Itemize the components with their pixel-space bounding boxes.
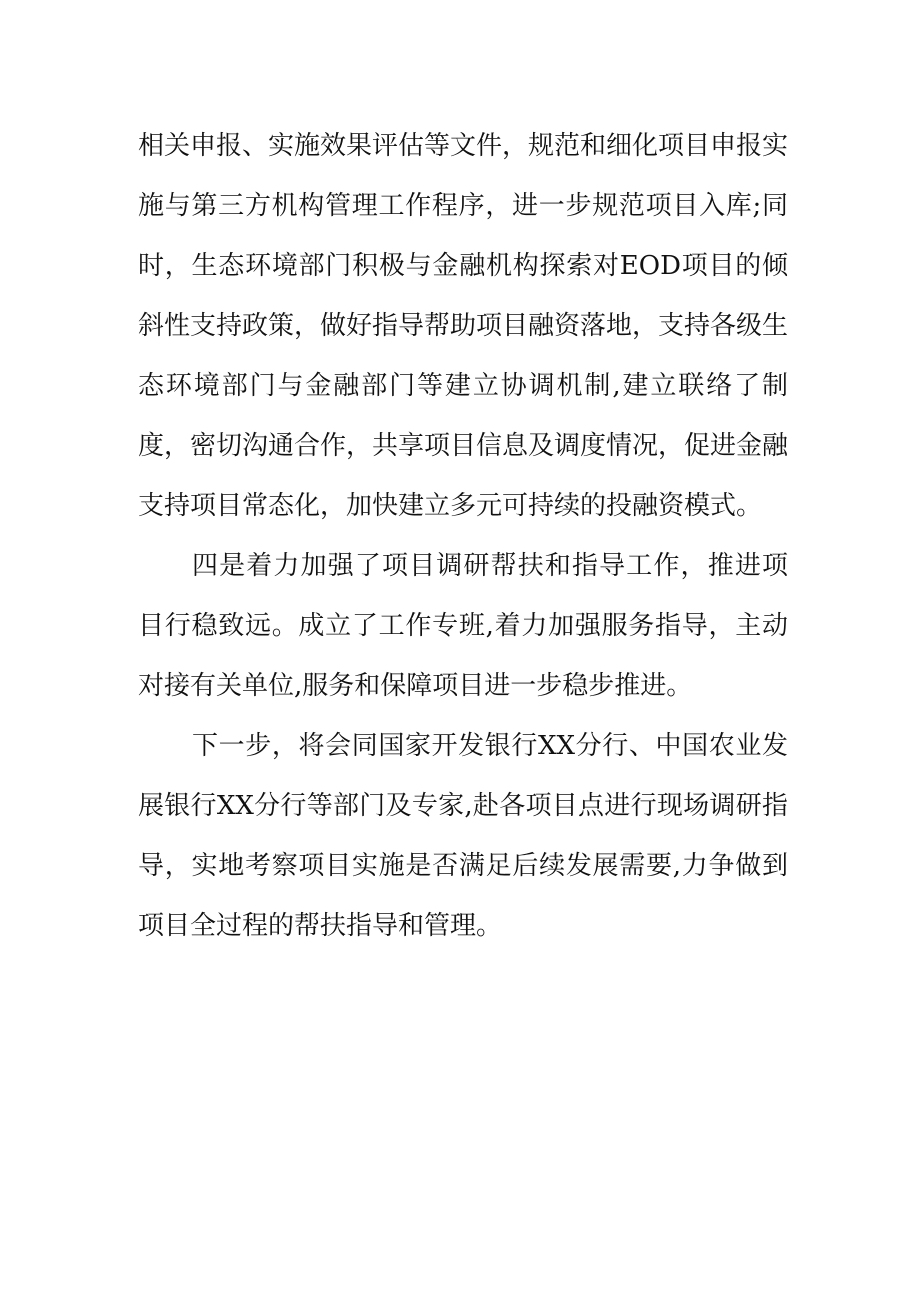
paragraph-2: 四是着力加强了项目调研帮扶和指导工作，推进项目行稳致远。成立了工作专班,着力加强服务指导，主动对接有关单位,服务和保障项目进一步稳步推进。	[138, 551, 788, 701]
document-body	[138, 116, 788, 956]
paragraph-1: 相关申报、实施效果评估等文件，规范和细化项目申报实施与第三方机构管理工作程序，进一步规范项目入库;同时，生态环境部门积极与金融机构探索对EOD项目的倾斜性支持政策，做好指导帮助项目融资落地，支持各级生态环境部门与金融部门等建立协调机制,建立联络了制度，密切沟通合作，共享项目信息及调度情况，促进金融支持项目常态化，加快建立多元可持续的投融资模式。	[138, 131, 789, 521]
paragraph-3: 下一步，将会同国家开发银行XX分行、中国农业发展银行XX分行等部门及专家,赴各项目点进行现场调研指导，实地考察项目实施是否满足后续发展需要,力争做到项目全过程的帮扶指导和管理。	[138, 731, 788, 941]
